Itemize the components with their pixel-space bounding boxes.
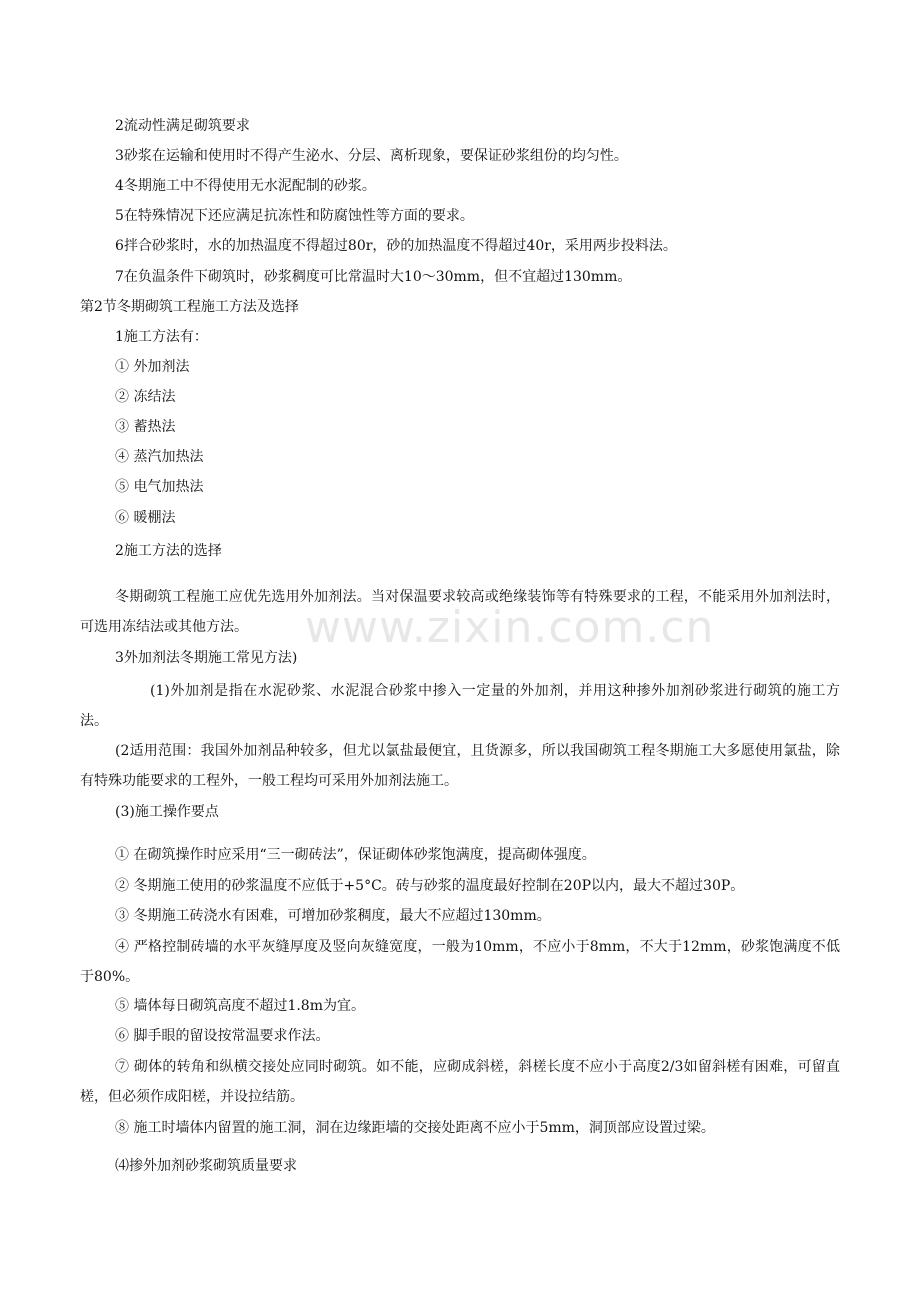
watermark: www.zixin.com.cn xyxy=(305,602,715,653)
method-item: ② 冻结法 xyxy=(115,389,176,405)
item-number: (1) xyxy=(150,683,170,699)
requirement-item: 2流动性满足砌筑要求 xyxy=(115,118,250,134)
methods-heading: 1施工方法有： xyxy=(115,329,208,345)
method-item: ④ 蒸汽加热法 xyxy=(115,449,204,465)
method-item: ⑥ 暖棚法 xyxy=(115,510,176,526)
requirement-item: 4冬期施工中不得使用无水泥配制的砂浆。 xyxy=(115,178,376,194)
requirement-item: 6拌合砂浆时，水的加热温度不得超过80r，砂的加热温度不得超过40r，采用两步投料法。 xyxy=(115,238,677,254)
operation-point: ② 冬期施工使用的砂浆温度不应低于+5°C。砖与砂浆的温度最好控制在20P以内，最大不超过30P。 xyxy=(115,878,745,894)
operation-points-heading: (3)施工操作要点 xyxy=(115,804,219,820)
method-item: ⑤ 电气加热法 xyxy=(115,479,204,495)
method-item: ① 外加剂法 xyxy=(115,359,190,375)
additive-item-2: (2适用范围：我国外加剂品种较多，但尤以氯盐最便宜，且货源多，所以我国砌筑工程冬期施工大多愿使用氯盐，除有特殊功能要求的工程外，一般工程均可采用外加剂法施工。 xyxy=(80,743,840,789)
operation-point: ⑧ 施工时墙体内留置的施工洞，洞在边缘距墙的交接处距离不应小于5mm，洞顶部应设置过梁。 xyxy=(115,1120,715,1136)
quality-heading: ⑷掺外加剂砂浆砌筑质量要求 xyxy=(115,1158,297,1174)
requirement-item: 3砂浆在运输和使用时不得产生泌水、分层、离析现象，要保证砂浆组份的均匀性。 xyxy=(115,148,628,164)
additive-item-1 xyxy=(80,676,840,736)
operation-point: ③ 冬期施工砖浇水有困难，可增加砂浆稠度，最大不应超过130mm。 xyxy=(115,908,551,924)
operation-point: ⑥ 脚手眼的留设按常温要求作法。 xyxy=(115,1028,330,1044)
section-title: 第2节冬期砌筑工程施工方法及选择 xyxy=(80,299,299,315)
operation-point: ⑦ 砌体的转角和纵横交接处应同时砌筑。如不能，应砌成斜槎，斜槎长度不应小于高度2/3如留斜槎有困难，可留直槎，但必须作成阳槎，并设拉结筋。 xyxy=(80,1059,840,1105)
operation-point: ④ 严格控制砖墙的水平灰缝厚度及竖向灰缝宽度，一般为10mm，不应小于8mm，不大于12mm，砂浆饱满度不低于80%。 xyxy=(80,939,840,985)
operation-point: ⑤ 墙体每日砌筑高度不超过1.8m为宜。 xyxy=(115,998,365,1014)
additive-heading: 3外加剂法冬期施工常见方法) xyxy=(115,650,298,666)
requirement-item: 5在特殊情况下还应满足抗冻性和防腐蚀性等方面的要求。 xyxy=(115,208,474,224)
selection-heading: 2施工方法的选择 xyxy=(115,543,222,559)
item-text: 外加剂是指在水泥砂浆、水泥混合砂浆中掺入一定量的外加剂，并用这种掺外加剂砂浆进行砌筑的施工方法。 xyxy=(80,683,840,729)
method-item: ③ 蓄热法 xyxy=(115,419,176,435)
requirement-item: 7在负温条件下砌筑时，砂浆稠度可比常温时大10～30mm，但不宜超过130mm。 xyxy=(115,269,632,285)
selection-paragraph: 冬期砌筑工程施工应优先选用外加剂法。当对保温要求较高或绝缘装饰等有特殊要求的工程，不能采用外加剂法时，可选用冻结法或其他方法。 xyxy=(80,589,840,635)
operation-point: ① 在砌筑操作时应采用“三一砌砖法”，保证砌体砂浆饱满度，提高砌体强度。 xyxy=(115,847,596,863)
